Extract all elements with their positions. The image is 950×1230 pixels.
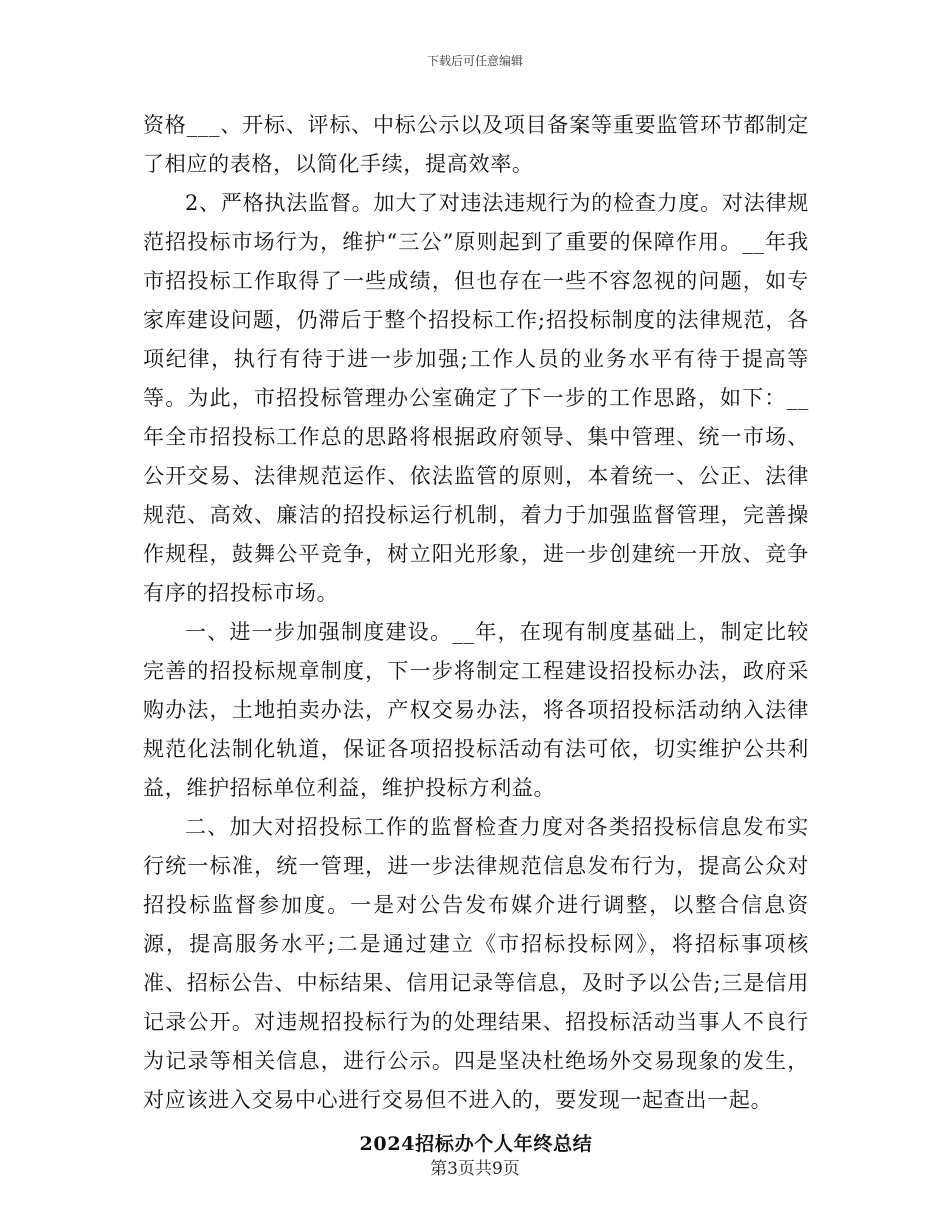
paragraph-system-building: 一、进一步加强制度建设。__年，在现有制度基础上，制定比较完善的招投标规章制度，下一步将制定工程建设招投标办法，政府采购办法，土地拍卖办法，产权交易办法，将各项招投标活动纳入法律规范化法制化轨道，保证各项招投标活动有法可依，切实维护公共利益，维护招标单位利益，维护投标方利益。 xyxy=(143,620,809,800)
section-title: 2024招标办个人年终总结 xyxy=(359,1133,593,1155)
document-body xyxy=(143,106,809,1168)
paragraph-enforcement: 2、严格执法监督。加大了对违法违规行为的检查力度。对法律规范招投标市场行为，维护“三公”原则起到了重要的保障作用。__年我市招投标工作取得了一些成绩，但也存在一些不容忽视的问题，如专家库建设问题，仍滞后于整个招投标工作;招投标制度的法律规范，各项纪律，执行有待于进一步加强;工作人员的业务水平有待于提高等等。为此，市招投标管理办公室确定了下一步的工作思路，如下：__年全市招投标工作总的思路将根据政府领导、集中管理、统一市场、公开交易、法律规范运作、依法监管的原则，本着统一、公正、法律规范、高效、廉洁的招投标运行机制，着力于加强监督管理，完善操作规程，鼓舞公平竞争，树立阳光形象，进一步创建统一开放、竞争有序的招投标市场。 xyxy=(143,191,809,605)
paragraph-continuation: 资格___、开标、评标、中标公示以及项目备案等重要监管环节都制定了相应的表格，以简化手续，提高效率。 xyxy=(143,113,809,176)
paragraph-supervision: 二、加大对招投标工作的监督检查力度对各类招投标信息发布实行统一标准，统一管理，进一步法律规范信息发布行为，提高公众对招投标监督参加度。一是对公告发布媒介进行调整，以整合信息资源，提高服务水平;二是通过建立《市招标投标网》，将招标事项核准、招标公告、中标结果、信用记录等信息，及时予以公告;三是信用记录公开。对违规招投标行为的处理结果、招投标活动当事人不良行为记录等相关信息，进行公示。四是坚决杜绝场外交易现象的发生，对应该进入交易中心进行交易但不进入的，要发现一起查出一起。 xyxy=(143,815,809,1112)
page-header-note: 下载后可任意编辑 xyxy=(426,54,523,68)
page-number: 第3页共9页 xyxy=(430,1159,520,1179)
